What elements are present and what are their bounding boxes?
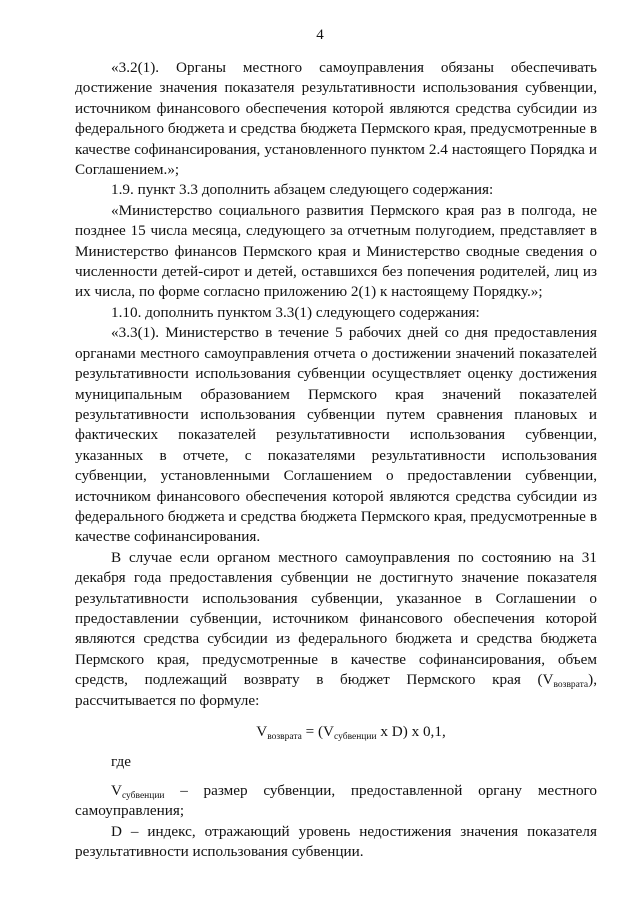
paragraph-refund-case [75, 548, 597, 711]
definition-d-index: D – индекс, отражающий уровень недостижения значения показателя результативности использования субвенции. [75, 822, 597, 861]
definition-v-subscript: субвенции [121, 790, 165, 801]
definition-v-symbol: V [111, 781, 122, 799]
refund-case-subscript: возврата [553, 680, 589, 691]
definition-v-text: – размер субвенции, предоставленной органу местного самоуправления; [75, 781, 597, 820]
formula-rhs-subscript: субвенции [334, 732, 377, 742]
formula [75, 722, 597, 742]
paragraph-3-2-1: «3.2(1). Органы местного самоуправления обязаны обеспечивать достижение значения показателя результативности использования субвенции, источником финансового обеспечения которой являются средства субсидии из федерального бюджета и средства бюджета Пермского края, предусмотренные в качестве софинансирования, установленного пунктом 2.4 настоящего Порядка и Соглашением.»; [75, 59, 597, 179]
where-label: где [111, 753, 131, 771]
definition-v-subvention [75, 781, 597, 822]
paragraph-1-9: 1.9. пункт 3.3 дополнить абзацем следующего содержания: [111, 181, 494, 199]
formula-lhs-symbol: V [256, 723, 268, 740]
paragraph-3-3-1: «3.3(1). Министерство в течение 5 рабочих дней со дня предоставления органами местного самоуправления отчета о достижении значений показателей результативности использования субвенции осуществляет оценку достижения муниципальным образованием Пермского края значений показателей результативности использования субвенции путем сравнения плановых и фактических показателей результативности использования субвенции, указанных в отчете, с показателями результативности использования субвенции, установленными Соглашением о предоставлении субвенции, источником финансового обеспечения которой являются средства субсидии из федерального бюджета и средства бюджета Пермского края, предусмотренные в качестве софинансирования. [75, 324, 597, 546]
refund-case-text: В случае если органом местного самоуправления по состоянию на 31 декабря года предоставления субвенции не достигнуто значение показателя результативности использования субвенции, указанное в Соглашении о предоставлении субвенции, источником финансового обеспечения которой являются средства субсидии из федерального бюджета и средства бюджета Пермского края, предусмотренные в качестве софинансирования, объем средств, подлежащий возврату в бюджет Пермского края (V [75, 548, 597, 689]
formula-lhs-subscript: возврата [267, 732, 302, 742]
formula-tail: x D) x 0,1, [376, 723, 446, 740]
refund-case-tail: ), рассчитывается по формуле: [75, 671, 597, 709]
paragraph-ministry-report: «Министерство социального развития Пермского края раз в полгода, не позднее 15 числа месяца, следующего за отчетным полугодием, представляет в Министерство финансов Пермского края и Министерство сводные сведения о численности детей-сирот и детей, оставшихся без попечения родителей, лиц из их числа, по форме согласно приложению 2(1) к настоящему Порядку.»; [75, 201, 597, 301]
formula-middle: = (V [301, 723, 335, 740]
page-number: 4 [316, 27, 324, 43]
paragraph-1-10: 1.10. дополнить пунктом 3.3(1) следующего содержания: [111, 303, 480, 321]
document-body [75, 58, 597, 862]
